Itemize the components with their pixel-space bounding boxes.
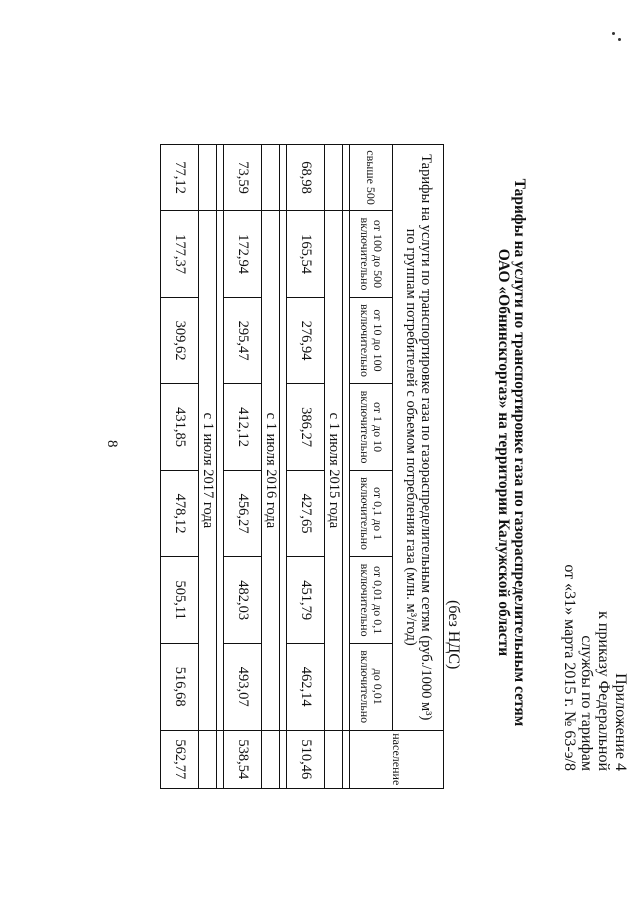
appendix-line-4: от «31» марта 2015 г. № 63-э/8 (561, 564, 578, 771)
tariff-cell: 431,85 (161, 384, 199, 471)
tariff-cell: 510,46 (287, 730, 325, 789)
tariff-cell: 516,68 (161, 643, 199, 730)
column-header (350, 145, 393, 211)
spacer-row (280, 145, 287, 789)
tariff-cell: 309,62 (161, 297, 199, 384)
column-header-line-2: включительно (358, 650, 372, 724)
tariff-cell: 412,12 (224, 384, 262, 471)
scan-speck (612, 32, 615, 35)
tariff-cell: 68,98 (287, 145, 325, 211)
table-row (161, 145, 199, 789)
column-header (350, 557, 393, 644)
column-header-line-1: население (390, 733, 404, 786)
tariff-cell: 427,65 (287, 470, 325, 557)
tariff-cell: 562,77 (161, 730, 199, 789)
appendix-line-2: к приказу Федеральной (595, 611, 612, 771)
tariff-cell: 493,07 (224, 643, 262, 730)
tariff-cell: 456,27 (224, 470, 262, 557)
period-row (325, 145, 343, 789)
table-row (287, 145, 325, 789)
tariff-cell: 386,27 (287, 384, 325, 471)
tariff-cell: 505,11 (161, 557, 199, 644)
column-header-line-1: от 1 до 10 (371, 401, 385, 453)
column-header (350, 470, 393, 557)
tariff-table (160, 144, 444, 789)
column-header-line-1: от 0,01 до 0,1 (371, 566, 385, 635)
tariff-cell: 451,79 (287, 557, 325, 644)
column-header-line-2: включительно (358, 563, 372, 637)
column-header (350, 211, 393, 298)
column-header-line-2: включительно (358, 477, 372, 551)
column-header (350, 730, 444, 789)
document-title-line-2: ОАО «Обнинскгоргаз» на территории Калужской области (495, 248, 512, 657)
spacer-row (217, 145, 224, 789)
column-header-line-1: от 10 до 100 (371, 309, 385, 372)
tariff-cell: 77,12 (161, 145, 199, 211)
table-main-header (393, 145, 444, 731)
table-main-header-line-1: Тарифы на услуги по транспортировке газа по газораспределительным сетям (руб./1000 м³) (418, 154, 434, 721)
vat-note: (без НДС) (445, 600, 462, 670)
tariff-cell: 177,37 (161, 211, 199, 298)
tariff-cell: 538,54 (224, 730, 262, 789)
tariff-cell: 295,47 (224, 297, 262, 384)
spacer-row (343, 145, 350, 789)
column-header (350, 297, 393, 384)
tariff-cell: 165,54 (287, 211, 325, 298)
column-header (350, 384, 393, 471)
period-label: с 1 июля 2017 года (199, 211, 217, 730)
period-row (262, 145, 280, 789)
tariff-cell: 276,94 (287, 297, 325, 384)
table-row (224, 145, 262, 789)
column-header-line-2: включительно (358, 390, 372, 464)
scan-speck (618, 38, 621, 41)
column-header-line-2: включительно (358, 217, 372, 291)
tariff-cell: 73,59 (224, 145, 262, 211)
appendix-block (561, 564, 629, 771)
period-row (199, 145, 217, 789)
period-label: с 1 июля 2015 года (325, 211, 343, 730)
period-label: с 1 июля 2016 года (262, 211, 280, 730)
table-main-header-line-2: по группам потребителей с объемом потребления газа (млн. м³/год) (403, 228, 419, 646)
appendix-line-3: службы по тарифам (578, 635, 595, 771)
document-title-line-1: Тарифы на услуги по транспортировке газа по газораспределительным сетям (511, 178, 528, 727)
tariff-cell: 478,12 (161, 470, 199, 557)
column-header-line-1: от 100 до 500 (371, 219, 385, 289)
column-header (350, 643, 393, 730)
appendix-line-1: Приложение 4 (612, 673, 629, 771)
tariff-cell: 462,14 (287, 643, 325, 730)
column-header-line-1: до 0,01 (371, 668, 385, 705)
column-header-line-1: от 0,1 до 1 (371, 486, 385, 541)
tariff-cell: 482,03 (224, 557, 262, 644)
column-header-line-2: включительно (358, 304, 372, 377)
column-header-line-1: свыше 500 (364, 150, 379, 205)
tariff-cell: 172,94 (224, 211, 262, 298)
page-number: 8 (104, 440, 120, 448)
